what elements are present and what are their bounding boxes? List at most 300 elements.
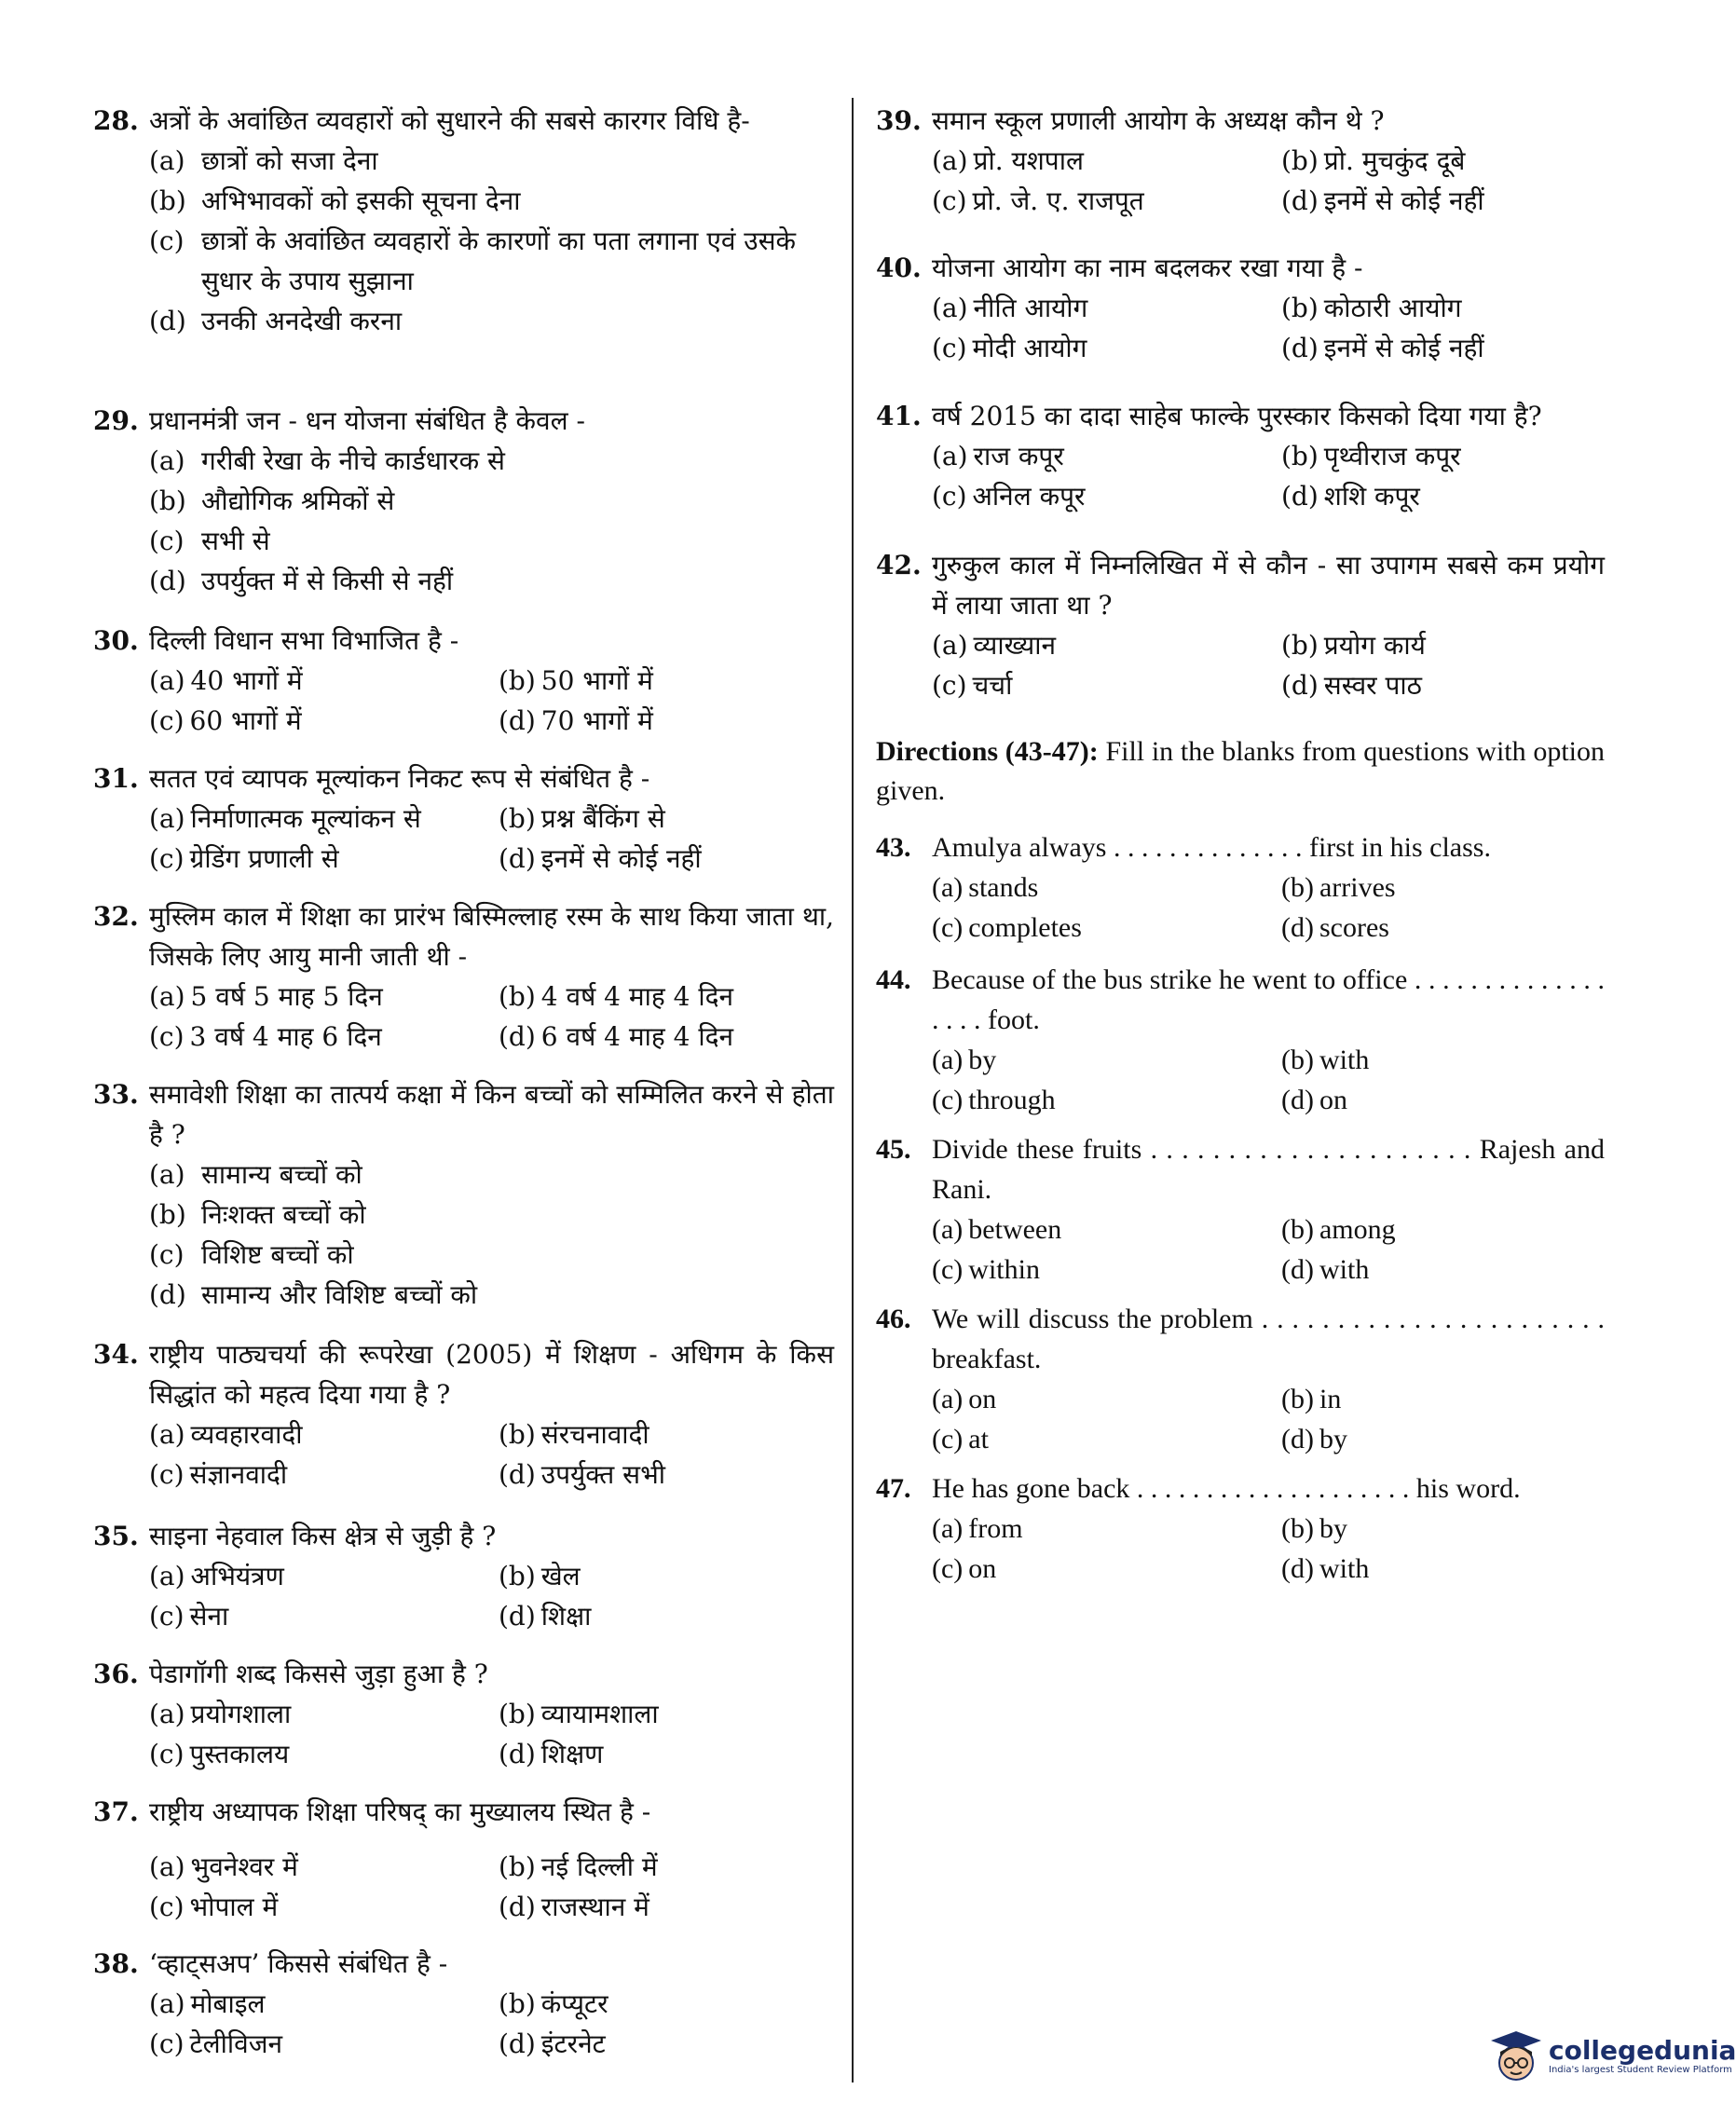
option-text: नीति आयोग [973, 293, 1088, 323]
option-c [932, 328, 1281, 368]
option-letter: (b) [1281, 1513, 1314, 1544]
option-letter: (d) [1281, 481, 1319, 512]
option-d [1281, 1080, 1605, 1120]
option-text: भुवनेश्वर में [190, 1851, 298, 1882]
option-letter: (a) [149, 1561, 185, 1591]
question-text: दिल्ली विधान सभा विभाजित है - [149, 625, 459, 656]
question-39 [876, 101, 1605, 221]
option-text: पुस्तकालय [189, 1739, 290, 1769]
question-stem [876, 396, 1605, 436]
option-a [149, 1984, 499, 2024]
option-letter: (b) [499, 665, 536, 696]
option-letter: (c) [149, 1601, 185, 1632]
question-number: 31. [93, 763, 139, 794]
option-d [1281, 1419, 1605, 1459]
option-letter: (b) [1281, 872, 1314, 903]
option-letter: (b) [1281, 441, 1319, 471]
question-47 [876, 1468, 1605, 1589]
option-letter: (d) [1281, 333, 1319, 363]
options [149, 1847, 834, 1927]
option-c [149, 701, 499, 741]
question-number: 42. [876, 550, 922, 580]
options [932, 867, 1605, 948]
option-letter: (d) [1281, 1553, 1314, 1584]
question-37 [93, 1792, 834, 1927]
option-b [499, 1694, 834, 1734]
option-d [1281, 476, 1605, 516]
question-number: 36. [93, 1659, 139, 1689]
options-grid [149, 976, 834, 1057]
option-letter: (b) [149, 485, 186, 516]
option-text: प्रो. यशपाल [973, 145, 1084, 176]
question-text: योजना आयोग का नाम बदलकर रखा गया है - [932, 253, 1363, 283]
option-letter: (c) [149, 225, 185, 256]
option-text: इनमें से कोई नहीं [1323, 333, 1484, 363]
option-letter: (c) [932, 670, 967, 701]
option-text: खेल [540, 1561, 581, 1591]
option-letter: (d) [499, 1459, 536, 1490]
option-text: 50 भागों में [540, 665, 653, 696]
option-text: अभिभावकों को इसकी सूचना देना [201, 185, 521, 216]
question-stem [876, 1129, 1605, 1209]
option-text: सस्वर पाठ [1323, 670, 1422, 701]
options [149, 1154, 834, 1315]
question-stem [876, 960, 1605, 1040]
option-a [149, 976, 499, 1017]
option-text: प्रश्न बैंकिंग से [540, 803, 665, 834]
option-text: प्रयोगशाला [190, 1699, 292, 1729]
question-text: प्रधानमंत्री जन - धन योजना संबंधित है केवल - [149, 405, 585, 436]
option-c [932, 1080, 1281, 1120]
option-letter: (d) [499, 705, 536, 736]
option-letter: (d) [149, 306, 186, 336]
option-letter: (d) [499, 2028, 536, 2059]
option-d [499, 1887, 834, 1927]
option-text: भोपाल में [189, 1891, 279, 1922]
option-text: with [1319, 1254, 1370, 1285]
question-number: 46. [876, 1304, 911, 1334]
option-b [499, 1556, 834, 1596]
column-divider [852, 98, 854, 2083]
option-a [149, 441, 834, 481]
question-stem [93, 1792, 834, 1832]
option-text: scores [1319, 912, 1389, 943]
option-text: with [1319, 1045, 1370, 1075]
option-text: by [968, 1045, 997, 1075]
option-letter: (c) [149, 1459, 185, 1490]
option-letter: (a) [932, 293, 968, 323]
question-number: 28. [93, 105, 139, 136]
options [149, 661, 834, 741]
question-32 [93, 896, 834, 1057]
option-letter: (d) [1281, 912, 1314, 943]
question-stem [93, 1654, 834, 1694]
option-b [149, 481, 834, 521]
option-text: शिक्षण [540, 1739, 604, 1769]
option-text: 3 वर्ष 4 माह 6 दिन [189, 1021, 382, 1052]
option-d [499, 1596, 834, 1636]
option-text: संज्ञानवादी [189, 1459, 288, 1490]
option-letter: (a) [149, 145, 185, 176]
option-text: चर्चा [972, 670, 1013, 701]
option-d [499, 2024, 834, 2064]
option-a [932, 141, 1281, 181]
option-letter: (a) [932, 1045, 964, 1075]
option-c [149, 839, 499, 879]
option-letter: (d) [1281, 185, 1319, 216]
option-letter: (c) [149, 1739, 185, 1769]
option-letter: (c) [932, 333, 967, 363]
options [149, 1984, 834, 2064]
option-text: 70 भागों में [540, 705, 653, 736]
question-stem [93, 1334, 834, 1414]
question-number: 37. [93, 1796, 139, 1827]
option-a [149, 1154, 834, 1195]
option-letter: (b) [149, 185, 186, 216]
option-b [149, 181, 834, 221]
option-b [1281, 625, 1605, 665]
option-letter: (b) [1281, 630, 1319, 661]
option-letter: (b) [499, 1419, 536, 1450]
option-letter: (b) [1281, 1214, 1314, 1245]
question-text: ‘व्हाट्सअप’ किससे संबंधित है - [149, 1948, 448, 1979]
question-number: 39. [876, 105, 922, 136]
option-text: शिक्षा [540, 1601, 592, 1632]
options-grid [932, 1509, 1605, 1589]
option-a [932, 288, 1281, 328]
options-grid [149, 1694, 834, 1774]
option-b [1281, 436, 1605, 476]
question-34 [93, 1334, 834, 1495]
option-letter: (b) [149, 1199, 186, 1230]
option-text: through [968, 1085, 1056, 1115]
option-letter: (d) [1281, 670, 1319, 701]
question-stem [876, 545, 1605, 625]
option-text: सामान्य और विशिष्ट बच्चों को [201, 1279, 478, 1310]
question-text: समान स्कूल प्रणाली आयोग के अध्यक्ष कौन थे ? [932, 105, 1385, 136]
option-letter: (b) [1281, 1045, 1314, 1075]
option-text: मोदी आयोग [972, 333, 1087, 363]
options-grid [932, 436, 1605, 516]
option-letter: (a) [149, 1699, 185, 1729]
option-letter: (b) [499, 1851, 536, 1882]
options-grid [149, 1556, 834, 1636]
option-text: between [968, 1214, 1062, 1245]
option-text: निःशक्त बच्चों को [201, 1199, 366, 1230]
option-letter: (b) [499, 803, 536, 834]
option-letter: (c) [932, 912, 964, 943]
question-35 [93, 1516, 834, 1636]
option-text: 60 भागों में [189, 705, 302, 736]
option-a [149, 1556, 499, 1596]
option-text: सामान्य बच्चों को [201, 1159, 362, 1190]
question-stem [876, 827, 1605, 867]
question-text: Amulya always . . . . . . . . . . . . . . first in his class. [932, 832, 1491, 863]
option-d [1281, 1250, 1605, 1290]
option-text: टेलीविजन [189, 2028, 283, 2059]
option-a [932, 1509, 1281, 1549]
option-a [932, 1209, 1281, 1250]
question-number: 30. [93, 625, 139, 656]
option-letter: (c) [932, 185, 967, 216]
option-c [932, 665, 1281, 705]
option-text: शशि कपूर [1323, 481, 1420, 512]
option-b [499, 976, 834, 1017]
option-b [499, 1984, 834, 2024]
options-grid [149, 1847, 834, 1927]
option-letter: (c) [932, 1553, 964, 1584]
option-text: व्यायामशाला [540, 1699, 659, 1729]
option-b [1281, 141, 1605, 181]
option-text: from [968, 1513, 1023, 1544]
question-number: 29. [93, 405, 139, 436]
option-letter: (c) [932, 1424, 964, 1454]
question-text: वर्ष 2015 का दादा साहेब फाल्के पुरस्कार किसको दिया गया है? [932, 401, 1542, 431]
option-letter: (d) [149, 566, 186, 596]
option-letter: (a) [149, 445, 185, 476]
option-text: व्यवहारवादी [190, 1419, 303, 1450]
option-text: on [1319, 1085, 1347, 1115]
option-text: राज कपूर [973, 441, 1064, 471]
option-text: कोठारी आयोग [1323, 293, 1462, 323]
option-text: ग्रेडिंग प्रणाली से [189, 843, 339, 874]
options-grid [932, 1379, 1605, 1459]
option-b [1281, 1209, 1605, 1250]
option-text: कंप्यूटर [540, 1988, 608, 2019]
question-number: 33. [93, 1079, 139, 1110]
option-c [932, 1549, 1281, 1589]
question-30 [93, 621, 834, 741]
options-grid [149, 1984, 834, 2064]
question-31 [93, 758, 834, 879]
options-grid [932, 141, 1605, 221]
option-c [149, 1235, 834, 1275]
question-stem [876, 1299, 1605, 1379]
option-text: on [968, 1553, 997, 1584]
option-letter: (a) [149, 1988, 185, 2019]
question-number: 47. [876, 1473, 911, 1504]
option-d [499, 701, 834, 741]
option-text: प्रो. जे. ए. राजपूत [972, 185, 1144, 216]
option-letter: (b) [499, 1699, 536, 1729]
option-letter: (b) [499, 1561, 536, 1591]
option-text: व्याख्यान [973, 630, 1057, 661]
option-c [932, 476, 1281, 516]
option-c [932, 181, 1281, 221]
option-d [1281, 181, 1605, 221]
option-letter: (d) [499, 843, 536, 874]
option-c [149, 2024, 499, 2064]
option-a [149, 661, 499, 701]
option-letter: (a) [932, 872, 964, 903]
option-text: completes [968, 912, 1082, 943]
options-grid [932, 288, 1605, 368]
question-stem [93, 1944, 834, 1984]
option-text: अनिल कपूर [972, 481, 1086, 512]
options [149, 441, 834, 601]
options [149, 141, 834, 341]
question-stem [93, 401, 834, 441]
option-letter: (d) [1281, 1424, 1314, 1454]
question-number: 35. [93, 1521, 139, 1551]
option-letter: (a) [932, 1214, 964, 1245]
option-text: सेना [189, 1601, 229, 1632]
option-letter: (a) [932, 441, 968, 471]
option-a [932, 436, 1281, 476]
option-text: गरीबी रेखा के नीचे कार्डधारक से [201, 445, 505, 476]
question-stem [876, 1468, 1605, 1509]
option-letter: (c) [149, 843, 185, 874]
directions-label: Directions (43-47): [876, 736, 1099, 767]
question-stem [93, 621, 834, 661]
option-text: उपर्युक्त सभी [540, 1459, 666, 1490]
option-text: 4 वर्ष 4 माह 4 दिन [540, 981, 734, 1012]
option-a [932, 867, 1281, 908]
option-text: stands [968, 872, 1039, 903]
option-a [149, 1414, 499, 1454]
question-text: मुस्लिम काल में शिक्षा का प्रारंभ बिस्मिल्लाह रस्म के साथ किया जाता था, जिसके लिए आयु मानी जाती थी - [149, 901, 834, 972]
option-d [499, 1454, 834, 1495]
option-c [149, 1734, 499, 1774]
option-c [149, 221, 834, 301]
question-text: पेडागॉगी शब्द किससे जुड़ा हुआ है ? [149, 1659, 488, 1689]
question-40 [876, 248, 1605, 368]
option-text: छात्रों के अवांछित व्यवहारों के कारणों का पता लगाना एवं उसके सुधार के उपाय सुझाना [201, 225, 797, 296]
option-text: निर्माणात्मक मूल्यांकन से [190, 803, 421, 834]
question-text: He has gone back . . . . . . . . . . . . . . . . . . . . his word. [932, 1473, 1521, 1504]
option-text: राजस्थान में [540, 1891, 649, 1922]
option-letter: (d) [1281, 1085, 1314, 1115]
option-b [499, 799, 834, 839]
options [149, 1694, 834, 1774]
options [149, 799, 834, 879]
option-letter: (c) [149, 1239, 185, 1270]
option-d [1281, 908, 1605, 948]
option-letter: (b) [1281, 1384, 1314, 1414]
question-number: 38. [93, 1948, 139, 1979]
option-letter: (b) [499, 981, 536, 1012]
options [932, 625, 1605, 705]
option-c [149, 1596, 499, 1636]
option-a [149, 141, 834, 181]
option-letter: (a) [149, 1419, 185, 1450]
option-a [932, 625, 1281, 665]
option-letter: (a) [932, 145, 968, 176]
question-text: Divide these fruits . . . . . . . . . . . . . . . . . . . . . Rajesh and Rani. [932, 1134, 1605, 1205]
option-a [149, 799, 499, 839]
option-text: मोबाइल [190, 1988, 266, 2019]
options-grid [932, 1040, 1605, 1120]
question-number: 40. [876, 253, 922, 283]
option-letter: (c) [149, 2028, 185, 2059]
option-text: विशिष्ट बच्चों को [201, 1239, 354, 1270]
option-b [1281, 1509, 1605, 1549]
option-b [499, 1847, 834, 1887]
option-c [932, 1250, 1281, 1290]
option-a [932, 1040, 1281, 1080]
question-36 [93, 1654, 834, 1774]
option-text: इनमें से कोई नहीं [540, 843, 702, 874]
question-text: अत्रों के अवांछित व्यवहारों को सुधारने की सबसे कारगर विधि है- [149, 105, 750, 136]
option-letter: (c) [149, 705, 185, 736]
option-text: इनमें से कोई नहीं [1323, 185, 1484, 216]
brand-name: collegedunia [1549, 2035, 1736, 2066]
option-text: 40 भागों में [190, 665, 303, 696]
directions-text: Fill in the blanks from questions with option given. [876, 736, 1605, 806]
option-text: उनकी अनदेखी करना [201, 306, 403, 336]
question-text: सतत एवं व्यापक मूल्यांकन निकट रूप से संबंधित है - [149, 763, 650, 794]
option-text: in [1319, 1384, 1342, 1414]
option-letter: (b) [1281, 145, 1319, 176]
options [932, 1040, 1605, 1120]
option-letter: (d) [499, 1739, 536, 1769]
option-text: अभियंत्रण [190, 1561, 284, 1591]
options-grid [149, 661, 834, 741]
option-letter: (d) [149, 1279, 186, 1310]
question-number: 41. [876, 401, 922, 431]
option-letter: (b) [499, 1988, 536, 2019]
option-text: संरचनावादी [540, 1419, 649, 1450]
question-number: 45. [876, 1134, 911, 1165]
option-letter: (a) [149, 1851, 185, 1882]
options-grid [932, 1209, 1605, 1290]
option-a [149, 1847, 499, 1887]
question-45 [876, 1129, 1605, 1290]
question-text: We will discuss the problem . . . . . . . . . . . . . . . . . . . . . . . breakfast. [932, 1304, 1605, 1374]
option-text: औद्योगिक श्रमिकों से [201, 485, 395, 516]
directions-block [876, 732, 1605, 811]
option-letter: (a) [149, 981, 185, 1012]
option-letter: (a) [149, 1159, 185, 1190]
question-stem [93, 1074, 834, 1154]
option-text: with [1319, 1553, 1370, 1584]
option-text: 6 वर्ष 4 माह 4 दिन [540, 1021, 734, 1052]
option-letter: (c) [149, 526, 185, 556]
option-b [1281, 1379, 1605, 1419]
options [149, 1414, 834, 1495]
option-text: नई दिल्ली में [540, 1851, 658, 1882]
option-letter: (d) [499, 1021, 536, 1052]
option-d [149, 301, 834, 341]
option-b [1281, 288, 1605, 328]
option-d [149, 561, 834, 601]
option-letter: (a) [149, 803, 185, 834]
options [932, 288, 1605, 368]
option-b [499, 1414, 834, 1454]
option-letter: (a) [932, 1384, 964, 1414]
question-43 [876, 827, 1605, 948]
option-text: प्रयोग कार्य [1323, 630, 1426, 661]
option-b [499, 661, 834, 701]
option-d [1281, 665, 1605, 705]
question-29 [93, 401, 834, 601]
option-text: छात्रों को सजा देना [201, 145, 378, 176]
option-text: arrives [1319, 872, 1396, 903]
option-a [149, 1694, 499, 1734]
option-b [1281, 1040, 1605, 1080]
option-text: सभी से [201, 526, 270, 556]
option-d [499, 1017, 834, 1057]
question-38 [93, 1944, 834, 2064]
option-letter: (c) [149, 1891, 185, 1922]
option-b [1281, 867, 1605, 908]
question-44 [876, 960, 1605, 1120]
option-letter: (c) [932, 481, 967, 512]
option-text: by [1319, 1424, 1347, 1454]
question-number: 43. [876, 832, 911, 863]
options [932, 1379, 1605, 1459]
brand-tagline: India's largest Student Review Platform [1549, 2065, 1732, 2075]
